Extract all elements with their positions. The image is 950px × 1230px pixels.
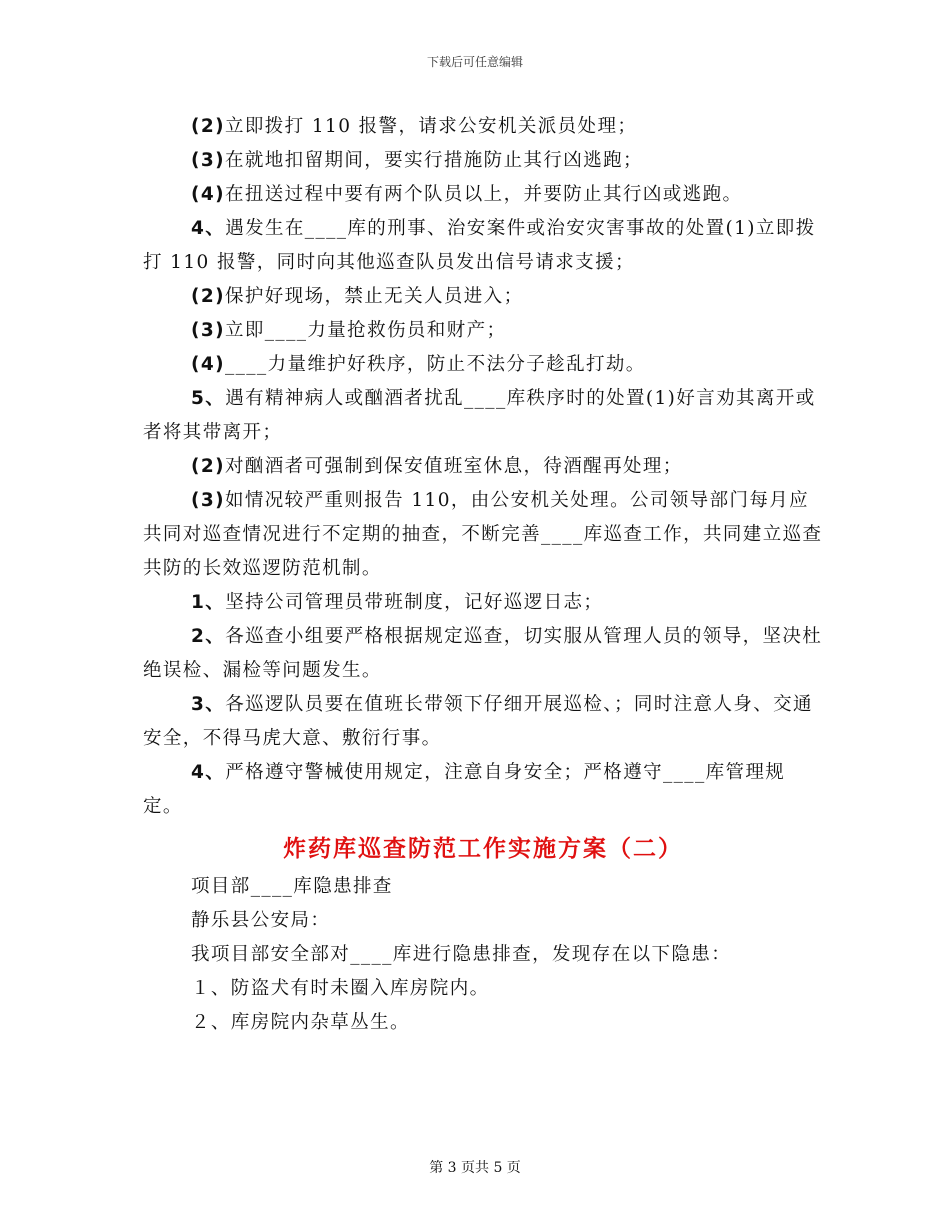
paragraph: (4)在扭送过程中要有两个队员以上，并要防止其行凶或逃跑。 bbox=[191, 184, 743, 205]
paragraph: 2、各巡查小组要严格根据规定巡查，切实服从管理人员的领导，坚决杜绝误检、漏检等问题发生。 bbox=[143, 626, 823, 681]
paragraph: (4)____力量维护好秩序，防止不法分子趁乱打劫。 bbox=[191, 354, 646, 375]
page-number: 第 3 页共 5 页 bbox=[429, 1160, 521, 1176]
paragraph: 项目部____库隐患排查 bbox=[191, 876, 393, 897]
document-body bbox=[143, 110, 823, 1040]
paragraph: 5、遇有精神病人或酗酒者扰乱____库秩序时的处置(1)好言劝其离开或者将其带离开； bbox=[143, 388, 816, 443]
paragraph: (2)保护好现场，禁止无关人员进入； bbox=[191, 286, 524, 307]
list-item: ２、库房院内杂草丛生。 bbox=[191, 1012, 410, 1033]
paragraph: 1、坚持公司管理员带班制度，记好巡逻日志； bbox=[191, 592, 604, 613]
section-title: 炸药库巡查防范工作实施方案（二） bbox=[283, 836, 683, 862]
paragraph: 4、遇发生在____库的刑事、治安案件或治安灾害事故的处置(1)立即拨打 110 报警，同时向其他巡查队员发出信号请求支援； bbox=[143, 218, 816, 273]
paragraph: 4、严格遵守警械使用规定，注意自身安全；严格遵守____库管理规定。 bbox=[143, 762, 786, 817]
paragraph: 我项目部安全部对____库进行隐患排查，发现存在以下隐患： bbox=[191, 944, 732, 965]
paragraph: (3)如情况较严重则报告 110，由公安机关处理。公司领导部门每月应共同对巡查情况进行不定期的抽查，不断完善____库巡查工作，共同建立巡查共防的长效巡逻防范机制。 bbox=[143, 490, 823, 579]
paragraph: 静乐县公安局： bbox=[191, 910, 331, 931]
paragraph: (3)在就地扣留期间，要实行措施防止其行凶逃跑； bbox=[191, 150, 643, 171]
list-item: １、防盗犬有时未圈入库房院内。 bbox=[191, 978, 490, 999]
paragraph: (2)立即拨打 110 报警，请求公安机关派员处理； bbox=[191, 116, 638, 137]
paragraph: (3)立即____力量抢救伤员和财产； bbox=[191, 320, 507, 341]
paragraph: (2)对酗酒者可强制到保安值班室休息，待酒醒再处理； bbox=[191, 456, 683, 477]
paragraph: 3、各巡逻队员要在值班长带领下仔细开展巡检、；同时注意人身、交通安全，不得马虎大意、敷衍行事。 bbox=[143, 694, 813, 749]
page-header-note: 下载后可任意编辑 bbox=[426, 55, 523, 69]
